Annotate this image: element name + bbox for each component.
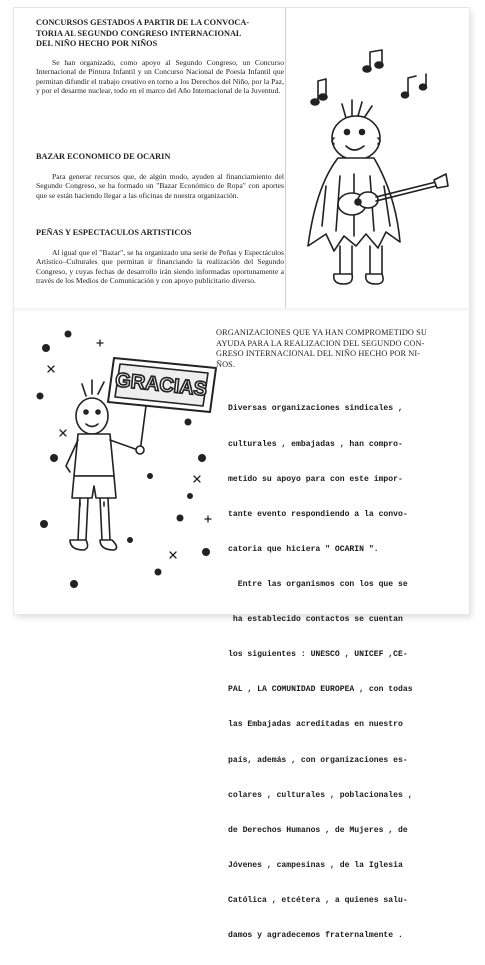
section-concursos-body: Se han organizado, como apoyo al Segundo Congreso, un Concurso Internacional de Pintura Infantil y un Concurso Nacional de Poesía Infantil que permitan difundir el trabajo creativo en torno a los Derechos del Niño, por la Paz, y por el desarme nuclear, todo en el marco del Año Internacional de la Juventud. — [36, 57, 284, 96]
typed-line: culturales , embajadas , han compro- — [228, 439, 403, 449]
section-bazar — [36, 152, 284, 200]
typed-line: colares , culturales , poblacionales , — [228, 790, 413, 800]
page-fold — [14, 308, 469, 312]
gracias-child-svg — [30, 326, 220, 602]
typed-line: metido su apoyo para con este impor- — [228, 474, 403, 484]
typed-line: Diversas organizaciones sindicales , — [228, 404, 403, 414]
typed-line: Jóvenes , campesinas , de la Iglesia — [228, 860, 403, 870]
section-bazar-body: Para generar recursos que, de algún modo, ayuden al financiamiento del Segundo Congreso, se ha formado un "Bazar Económico de Ropa" con aportes que se están haciendo llegar a las oficinas de nuestra organización. — [36, 171, 284, 200]
heading-line: ORGANIZACIONES QUE YA HAN COMPROMETIDO SU — [216, 328, 427, 337]
section-organizaciones — [216, 328, 466, 370]
section-concursos-heading — [36, 18, 284, 50]
section-bazar-heading: BAZAR ECONOMICO DE OCARIN — [36, 152, 171, 161]
column-divider — [285, 8, 286, 310]
child-playing-guitar-illustration — [296, 46, 461, 296]
typed-line: Entre las organismos con los que se — [228, 579, 408, 589]
heading-line: GRESO INTERNACIONAL DEL NIÑO HECHO POR NI- — [216, 349, 421, 358]
section-concursos — [36, 18, 284, 96]
typed-line: catoria que hiciera " OCARIN ". — [228, 544, 379, 554]
typed-line: los siguientes : UNESCO , UNICEF ,CE- — [228, 650, 408, 660]
heading-line: TORIA AL SEGUNDO CONGRESO INTERNACIONAL — [36, 28, 242, 38]
guitar-child-svg — [296, 46, 461, 296]
heading-line: DEL NIÑO HECHO POR NIÑOS — [36, 39, 158, 48]
typed-line: ha establecido contactos se cuentan — [228, 615, 403, 625]
typed-line: país, además , con organizaciones es- — [228, 755, 408, 765]
typed-text-block — [228, 380, 468, 965]
typed-line: tante evento respondiendo a la convo- — [228, 509, 408, 519]
typed-line: las Embajadas acreditadas en nuestro — [228, 720, 403, 730]
gracias-sign-text: GRACIAS — [114, 369, 209, 401]
child-holding-gracias-sign-illustration — [30, 326, 220, 602]
section-organizaciones-heading — [216, 328, 466, 370]
heading-line: ÑOS. — [216, 359, 236, 369]
section-penas-heading: PEÑAS Y ESPECTACULOS ARTISTICOS — [36, 228, 192, 237]
heading-line: AYUDA PARA LA REALIZACION DEL SEGUNDO CON- — [216, 338, 425, 348]
newsletter-page — [14, 8, 469, 941]
typed-line: PAL , LA COMUNIDAD EUROPEA , con todas — [228, 685, 413, 695]
section-penas-body: Al igual que el "Bazar", se ha organizado una serie de Peñas y Espectáculos Artístico–Culturales que permitan ir financiando la realización del Segundo Congreso, y cuyas fechas de desarrollo irán siendo informadas oportunamente a través de los Medios de Comunicación y con apoyo publicitario diverso. — [36, 247, 284, 286]
typed-line: de Derechos Humanos , de Mujeres , de — [228, 825, 408, 835]
typed-line: Católica , etcétera , a quienes salu- — [228, 895, 408, 905]
section-penas — [36, 228, 284, 286]
heading-line: CONCURSOS GESTADOS A PARTIR DE LA CONVOCA- — [36, 18, 250, 27]
typed-line: damos y agradecemos fraternalmente . — [228, 931, 403, 941]
